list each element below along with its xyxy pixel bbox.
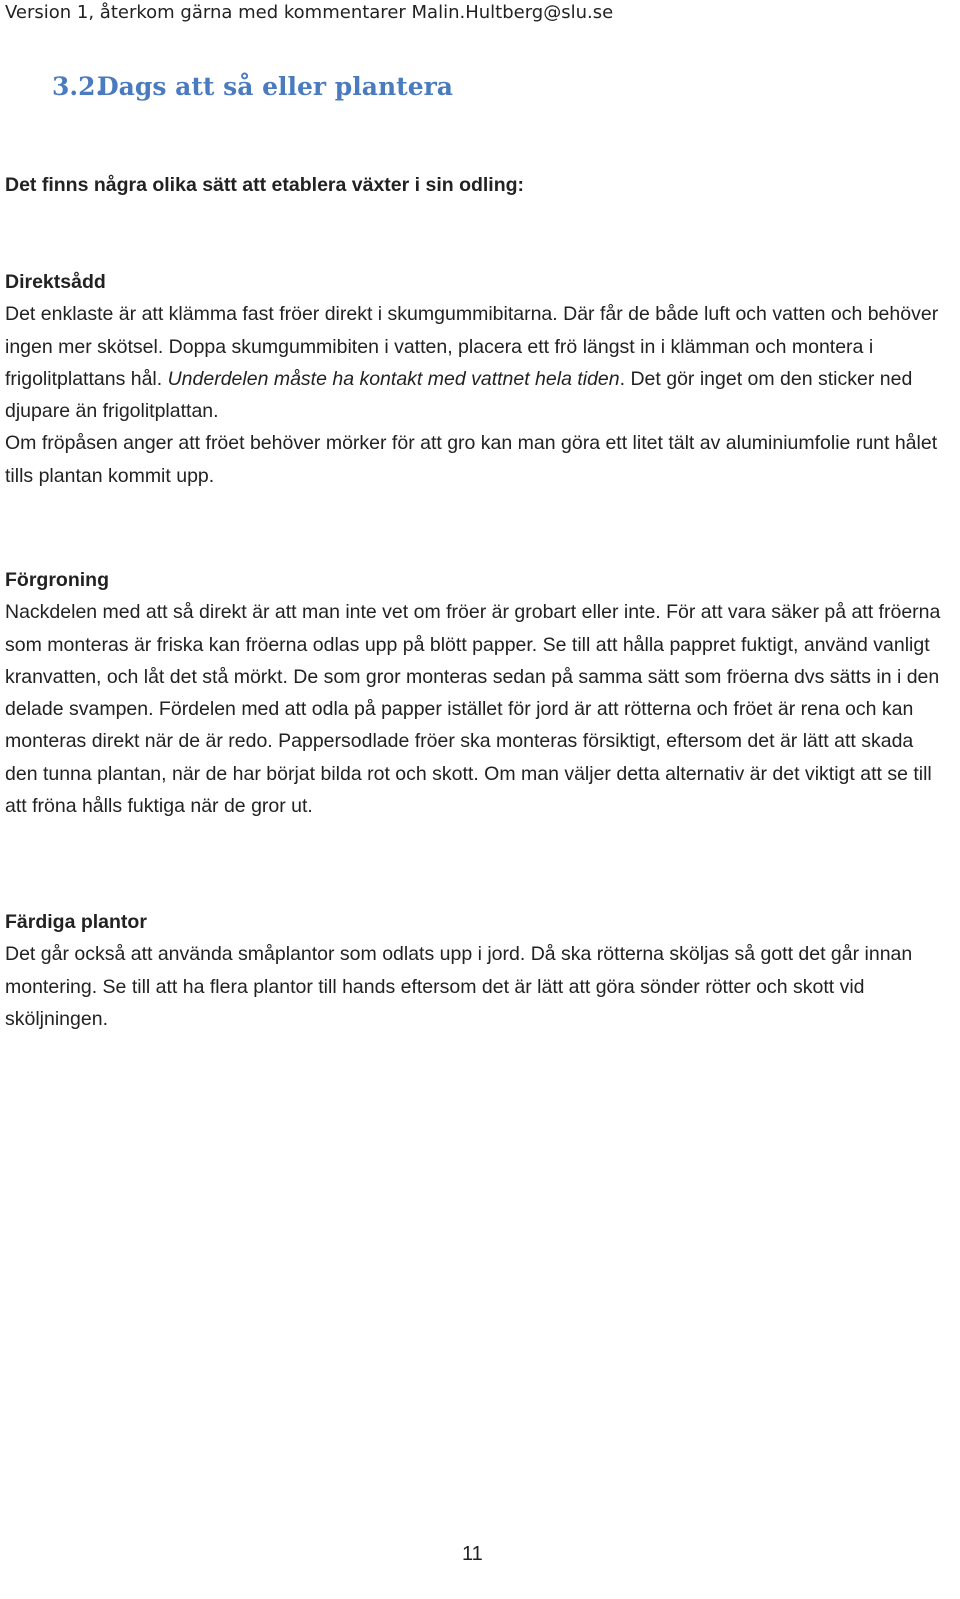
section-direktsadd — [5, 266, 945, 492]
intro-text: Det finns några olika sätt att etablera växter i sin odling: — [5, 174, 525, 196]
fardiga-plantor-paragraph: Det går också att använda småplantor som odlats upp i jord. Då ska rötterna sköljas så gott det går innan montering. Se till att ha flera plantor till hands eftersom det är lätt att göra sönder rötter och skott vid sköljningen. — [5, 943, 913, 1030]
fardiga-plantor-heading: Färdiga plantor — [5, 911, 147, 933]
direktsadd-paragraph-2: Om fröpåsen anger att fröet behöver mörker för att gro kan man göra ett litet tält av aluminiumfolie runt hålet tills plantan kommit upp. — [5, 432, 938, 487]
direktsadd-emphasis: Underdelen måste ha kontakt med vattnet hela tiden — [167, 367, 620, 390]
forgroning-paragraph: Nackdelen med att så direkt är att man inte vet om fröer är grobart eller inte. För att vara säker på att fröerna som monteras är friska kan fröerna odlas upp på blött papper. Se till att hålla pappret fuktigt, använd vanligt kranvatten, och låt det stå mörkt. De som gror monteras sedan på samma sätt som fröerna dvs sätts in i den delade svampen. Fördelen med att odla på papper istället för jord är att rötterna och fröet är rena och kan monteras direkt när de är redo. Pappersodlade fröer ska monteras försiktigt, eftersom det är lätt att skada den tunna plantan, när de har börjat bilda rot och skott. Om man väljer detta alternativ är det viktigt att se till att fröna hålls fuktiga när de gror ut. — [5, 601, 941, 818]
page-number: 11 — [462, 1543, 483, 1565]
page-header: Version 1, återkom gärna med kommentarer Malin.Hultberg@slu.se — [5, 2, 614, 23]
direktsadd-paragraph-1 — [5, 298, 945, 427]
section-forgroning — [5, 564, 945, 822]
section-title-text: Dags att så eller plantera — [97, 72, 453, 101]
direktsadd-heading: Direktsådd — [5, 271, 106, 293]
section-number: 3.2. — [52, 72, 105, 101]
section-title — [52, 72, 453, 101]
forgroning-heading: Förgroning — [5, 569, 109, 591]
direktsadd-text-a: Det enklaste är att klämma fast fröer direkt i skumgummibitarna. Där får de både luft och vatten och behöver ingen mer skötsel. Doppa skumgummibiten i vatten, placera ett frö längst in i klämman och montera i frigolitplattans hål. — [5, 303, 939, 390]
section-fardiga-plantor — [5, 906, 945, 1035]
direktsadd-text-b: . Det gör inget om den sticker ned djupare än frigolitplattan. — [5, 367, 913, 423]
